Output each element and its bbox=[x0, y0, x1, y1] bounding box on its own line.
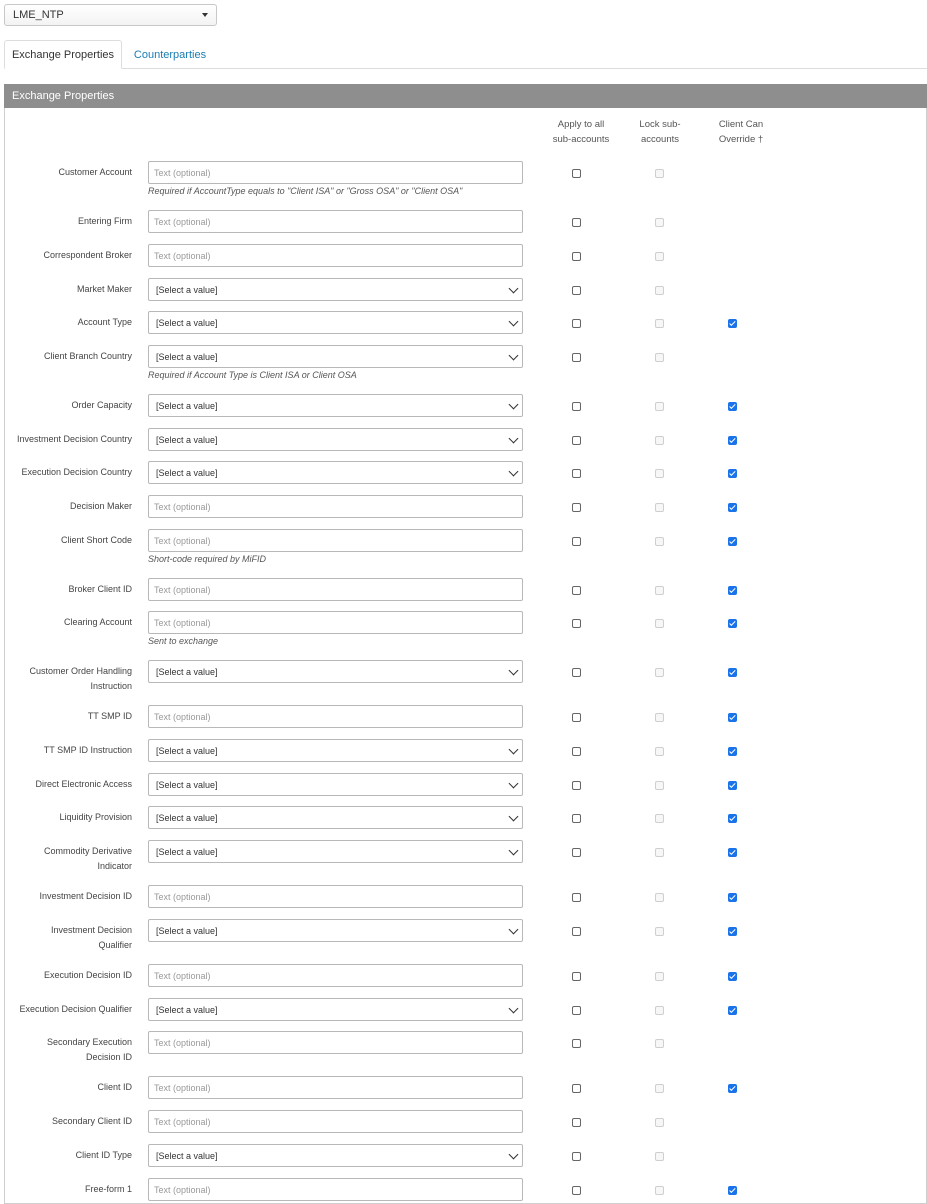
field-label-investment-decision bbox=[51, 923, 132, 953]
client-can-override-checkbox[interactable] bbox=[728, 469, 737, 478]
chevron-down-icon bbox=[509, 925, 519, 935]
chevron-down-icon bbox=[509, 1150, 519, 1160]
field-hint: Required if Account Type is Client ISA or Client OSA bbox=[148, 370, 357, 380]
apply-to-all-checkbox[interactable] bbox=[572, 668, 581, 677]
client-can-override-checkbox[interactable] bbox=[728, 436, 737, 445]
apply-to-all-checkbox[interactable] bbox=[572, 218, 581, 227]
field-label-line: Correspondent Broker bbox=[43, 250, 132, 260]
field-label-line: Secondary Client ID bbox=[51, 1116, 132, 1126]
chevron-down-icon bbox=[509, 351, 519, 361]
column-header-override-line2: Override † bbox=[718, 134, 764, 145]
client-can-override-checkbox[interactable] bbox=[728, 893, 737, 902]
field-label-liquidity-provision bbox=[59, 810, 132, 825]
apply-to-all-checkbox[interactable] bbox=[572, 713, 581, 722]
apply-to-all-checkbox[interactable] bbox=[572, 927, 581, 936]
entering-firm-input[interactable] bbox=[148, 210, 523, 233]
field-label-line: Client ID bbox=[97, 1082, 132, 1092]
apply-to-all-checkbox[interactable] bbox=[572, 893, 581, 902]
tt-smp-id-input[interactable] bbox=[148, 705, 523, 728]
lock-sub-accounts-checkbox bbox=[655, 1084, 664, 1093]
field-label-execution-decision-id bbox=[44, 968, 132, 983]
input-placeholder: Text (optional) bbox=[154, 501, 211, 512]
field-label-line: Investment Decision bbox=[50, 925, 132, 935]
apply-to-all-checkbox[interactable] bbox=[572, 586, 581, 595]
field-label-line: Client ID Type bbox=[75, 1150, 132, 1160]
column-header-lock-line1: Lock sub- bbox=[639, 119, 681, 130]
lock-sub-accounts-checkbox bbox=[655, 586, 664, 595]
client-short-code-input[interactable] bbox=[148, 529, 523, 552]
apply-to-all-checkbox[interactable] bbox=[572, 1039, 581, 1048]
select-value: [Select a value] bbox=[156, 846, 218, 857]
input-placeholder: Text (optional) bbox=[154, 584, 211, 595]
field-label-line: Liquidity Provision bbox=[59, 812, 132, 822]
field-label-client-id bbox=[97, 1080, 132, 1095]
input-placeholder: Text (optional) bbox=[154, 1116, 211, 1127]
field-label-line: TT SMP ID bbox=[87, 711, 132, 721]
chevron-down-icon bbox=[509, 317, 519, 327]
select-value: [Select a value] bbox=[156, 284, 218, 295]
select-value: [Select a value] bbox=[156, 1004, 218, 1015]
field-label-tt-smp-id-instruction bbox=[44, 743, 132, 758]
field-label-broker-client-id bbox=[68, 582, 132, 597]
client-can-override-checkbox[interactable] bbox=[728, 537, 737, 546]
select-value: [Select a value] bbox=[156, 317, 218, 328]
lock-sub-accounts-checkbox bbox=[655, 1118, 664, 1127]
commodity-derivative-select[interactable] bbox=[148, 840, 523, 863]
input-placeholder: Text (optional) bbox=[154, 1184, 211, 1195]
apply-to-all-checkbox[interactable] bbox=[572, 619, 581, 628]
column-header-lock-line2: accounts bbox=[640, 134, 680, 145]
field-label-secondary-execution bbox=[47, 1035, 132, 1065]
chevron-down-icon bbox=[509, 284, 519, 294]
apply-to-all-checkbox[interactable] bbox=[572, 1118, 581, 1127]
field-label-line: Client Short Code bbox=[60, 535, 132, 545]
select-value: [Select a value] bbox=[156, 666, 218, 677]
investment-decision-id-input[interactable] bbox=[148, 885, 523, 908]
field-label-execution-decision-country bbox=[21, 465, 132, 480]
field-label-client-short-code bbox=[61, 533, 132, 548]
field-label-line: Indicator bbox=[97, 861, 132, 871]
apply-to-all-checkbox[interactable] bbox=[572, 469, 581, 478]
field-hint: Short-code required by MiFID bbox=[148, 554, 267, 564]
apply-to-all-checkbox[interactable] bbox=[572, 747, 581, 756]
lock-sub-accounts-checkbox bbox=[655, 353, 664, 362]
clearing-account-input[interactable] bbox=[148, 611, 523, 634]
field-label-entering-firm bbox=[78, 214, 132, 229]
customer-order-handling-select[interactable] bbox=[148, 660, 523, 683]
client-can-override-checkbox[interactable] bbox=[728, 619, 737, 628]
panel-header bbox=[4, 84, 927, 108]
apply-to-all-checkbox[interactable] bbox=[572, 252, 581, 261]
field-label-order-capacity bbox=[71, 398, 132, 413]
select-value: [Select a value] bbox=[156, 779, 218, 790]
field-label-line: Customer Order Handling bbox=[29, 666, 132, 676]
apply-to-all-checkbox[interactable] bbox=[572, 848, 581, 857]
chevron-down-icon bbox=[509, 400, 519, 410]
lock-sub-accounts-checkbox bbox=[655, 972, 664, 981]
apply-to-all-checkbox[interactable] bbox=[572, 503, 581, 512]
lock-sub-accounts-checkbox bbox=[655, 436, 664, 445]
chevron-down-icon bbox=[509, 666, 519, 676]
client-id-type-select[interactable] bbox=[148, 1144, 523, 1167]
exchange-select-value: LME_NTP bbox=[13, 9, 64, 21]
input-placeholder: Text (optional) bbox=[154, 250, 211, 261]
column-header-override-line1: Client Can bbox=[718, 119, 764, 130]
chevron-down-icon bbox=[509, 1004, 519, 1014]
field-label-line: Instruction bbox=[90, 681, 132, 691]
lock-sub-accounts-checkbox bbox=[655, 218, 664, 227]
client-can-override-checkbox[interactable] bbox=[728, 781, 737, 790]
secondary-execution-input[interactable] bbox=[148, 1031, 523, 1054]
input-placeholder: Text (optional) bbox=[154, 711, 211, 722]
input-placeholder: Text (optional) bbox=[154, 535, 211, 546]
apply-to-all-checkbox[interactable] bbox=[572, 436, 581, 445]
field-label-commodity-derivative bbox=[44, 844, 132, 874]
lock-sub-accounts-checkbox bbox=[655, 537, 664, 546]
apply-to-all-checkbox[interactable] bbox=[572, 1152, 581, 1161]
field-label-client-id-type bbox=[76, 1148, 132, 1163]
field-label-market-maker bbox=[77, 282, 132, 297]
select-value: [Select a value] bbox=[156, 812, 218, 823]
investment-decision-country-select[interactable] bbox=[148, 428, 523, 451]
input-placeholder: Text (optional) bbox=[154, 617, 211, 628]
apply-to-all-checkbox[interactable] bbox=[572, 402, 581, 411]
apply-to-all-checkbox[interactable] bbox=[572, 814, 581, 823]
field-label-line: Market Maker bbox=[76, 284, 132, 294]
secondary-client-id-input[interactable] bbox=[148, 1110, 523, 1133]
field-label-line: Decision Maker bbox=[69, 501, 132, 511]
field-label-line: Free-form 1 bbox=[84, 1184, 132, 1194]
field-label-line: TT SMP ID Instruction bbox=[43, 745, 132, 755]
lock-sub-accounts-checkbox bbox=[655, 619, 664, 628]
input-placeholder: Text (optional) bbox=[154, 970, 211, 981]
client-can-override-checkbox[interactable] bbox=[728, 1084, 737, 1093]
panel-title: Exchange Properties bbox=[12, 90, 115, 102]
input-placeholder: Text (optional) bbox=[154, 216, 211, 227]
tt-smp-id-instruction-select[interactable] bbox=[148, 739, 523, 762]
execution-decision-country-select[interactable] bbox=[148, 461, 523, 484]
field-label-decision-maker bbox=[70, 499, 132, 514]
apply-to-all-checkbox[interactable] bbox=[572, 781, 581, 790]
lock-sub-accounts-checkbox bbox=[655, 747, 664, 756]
select-value: [Select a value] bbox=[156, 1150, 218, 1161]
order-capacity-select[interactable] bbox=[148, 394, 523, 417]
client-can-override-checkbox[interactable] bbox=[728, 927, 737, 936]
tab-counterparties[interactable]: Counterparties bbox=[133, 48, 207, 61]
apply-to-all-checkbox[interactable] bbox=[572, 353, 581, 362]
field-label-line: Execution Decision Qualifier bbox=[19, 1004, 132, 1014]
field-label-line: Secondary Execution bbox=[46, 1037, 132, 1047]
lock-sub-accounts-checkbox bbox=[655, 893, 664, 902]
execution-decision-qualifier-select[interactable] bbox=[148, 998, 523, 1021]
apply-to-all-checkbox[interactable] bbox=[572, 169, 581, 178]
field-label-tt-smp-id bbox=[88, 709, 132, 724]
column-header-apply-line1: Apply to all bbox=[557, 119, 605, 130]
field-label-account-type bbox=[78, 315, 132, 330]
free-form-1-input[interactable] bbox=[148, 1178, 523, 1201]
apply-to-all-checkbox[interactable] bbox=[572, 319, 581, 328]
lock-sub-accounts-checkbox bbox=[655, 713, 664, 722]
lock-sub-accounts-checkbox bbox=[655, 668, 664, 677]
lock-sub-accounts-checkbox bbox=[655, 1006, 664, 1015]
liquidity-provision-select[interactable] bbox=[148, 806, 523, 829]
client-can-override-checkbox[interactable] bbox=[728, 503, 737, 512]
broker-client-id-input[interactable] bbox=[148, 578, 523, 601]
lock-sub-accounts-checkbox bbox=[655, 814, 664, 823]
lock-sub-accounts-checkbox bbox=[655, 286, 664, 295]
select-value: [Select a value] bbox=[156, 467, 218, 478]
field-label-line: Entering Firm bbox=[77, 216, 132, 226]
field-label-direct-electronic-access bbox=[35, 777, 132, 792]
apply-to-all-checkbox[interactable] bbox=[572, 286, 581, 295]
apply-to-all-checkbox[interactable] bbox=[572, 537, 581, 546]
client-can-override-checkbox[interactable] bbox=[728, 402, 737, 411]
chevron-down-icon bbox=[509, 467, 519, 477]
lock-sub-accounts-checkbox bbox=[655, 252, 664, 261]
lock-sub-accounts-checkbox bbox=[655, 927, 664, 936]
field-label-line: Execution Decision Country bbox=[21, 467, 132, 477]
lock-sub-accounts-checkbox bbox=[655, 402, 664, 411]
input-placeholder: Text (optional) bbox=[154, 1082, 211, 1093]
field-label-investment-decision-id bbox=[39, 889, 132, 904]
direct-electronic-access-select[interactable] bbox=[148, 773, 523, 796]
lock-sub-accounts-checkbox bbox=[655, 319, 664, 328]
field-label-line: Client Branch Country bbox=[43, 351, 132, 361]
column-header-apply-line2: sub-accounts bbox=[552, 134, 610, 145]
client-can-override-checkbox[interactable] bbox=[728, 972, 737, 981]
field-label-line: Direct Electronic Access bbox=[35, 779, 132, 789]
input-placeholder: Text (optional) bbox=[154, 891, 211, 902]
client-can-override-checkbox[interactable] bbox=[728, 1006, 737, 1015]
field-label-investment-decision-country bbox=[17, 432, 132, 447]
lock-sub-accounts-checkbox bbox=[655, 1039, 664, 1048]
lock-sub-accounts-checkbox bbox=[655, 848, 664, 857]
client-can-override-checkbox[interactable] bbox=[728, 668, 737, 677]
field-label-line: Broker Client ID bbox=[68, 584, 132, 594]
field-label-line: Decision ID bbox=[85, 1052, 132, 1062]
field-label-line: Commodity Derivative bbox=[43, 846, 132, 856]
exchange-select[interactable] bbox=[4, 4, 217, 26]
caret-down-icon bbox=[202, 13, 208, 17]
investment-decision-select[interactable] bbox=[148, 919, 523, 942]
client-branch-country-select[interactable] bbox=[148, 345, 523, 368]
chevron-down-icon bbox=[509, 812, 519, 822]
select-value: [Select a value] bbox=[156, 434, 218, 445]
field-hint: Sent to exchange bbox=[148, 636, 219, 646]
field-label-line: Investment Decision Country bbox=[16, 434, 132, 444]
client-can-override-checkbox[interactable] bbox=[728, 713, 737, 722]
chevron-down-icon bbox=[509, 846, 519, 856]
lock-sub-accounts-checkbox bbox=[655, 503, 664, 512]
field-label-free-form-1 bbox=[85, 1182, 132, 1197]
field-label-line: Investment Decision ID bbox=[39, 891, 132, 901]
apply-to-all-checkbox[interactable] bbox=[572, 972, 581, 981]
lock-sub-accounts-checkbox bbox=[655, 1152, 664, 1161]
field-label-line: Clearing Account bbox=[63, 617, 132, 627]
field-label-secondary-client-id bbox=[52, 1114, 132, 1129]
field-hint: Required if AccountType equals to "Client ISA" or "Gross OSA" or "Client OSA" bbox=[148, 186, 463, 196]
lock-sub-accounts-checkbox bbox=[655, 781, 664, 790]
select-value: [Select a value] bbox=[156, 745, 218, 756]
decision-maker-input[interactable] bbox=[148, 495, 523, 518]
field-label-line: Execution Decision ID bbox=[43, 970, 132, 980]
execution-decision-id-input[interactable] bbox=[148, 964, 523, 987]
account-type-select[interactable] bbox=[148, 311, 523, 334]
tab-exchange-properties[interactable]: Exchange Properties bbox=[4, 40, 122, 69]
field-label-clearing-account bbox=[64, 615, 132, 630]
client-can-override-checkbox[interactable] bbox=[728, 848, 737, 857]
select-value: [Select a value] bbox=[156, 925, 218, 936]
field-label-customer-account bbox=[58, 165, 132, 180]
client-id-input[interactable] bbox=[148, 1076, 523, 1099]
column-header-lock bbox=[630, 117, 690, 147]
apply-to-all-checkbox[interactable] bbox=[572, 1006, 581, 1015]
client-can-override-checkbox[interactable] bbox=[728, 586, 737, 595]
correspondent-broker-input[interactable] bbox=[148, 244, 523, 267]
select-value: [Select a value] bbox=[156, 400, 218, 411]
field-label-line: Account Type bbox=[77, 317, 132, 327]
field-label-execution-decision-qualifier bbox=[19, 1002, 132, 1017]
column-header-apply bbox=[546, 117, 616, 147]
market-maker-select[interactable] bbox=[148, 278, 523, 301]
field-label-correspondent-broker bbox=[43, 248, 132, 263]
client-can-override-checkbox[interactable] bbox=[728, 319, 737, 328]
lock-sub-accounts-checkbox bbox=[655, 169, 664, 178]
customer-account-input[interactable] bbox=[148, 161, 523, 184]
column-header-override bbox=[708, 117, 774, 147]
client-can-override-checkbox[interactable] bbox=[728, 814, 737, 823]
input-placeholder: Text (optional) bbox=[154, 1037, 211, 1048]
field-label-client-branch-country bbox=[44, 349, 132, 364]
client-can-override-checkbox[interactable] bbox=[728, 747, 737, 756]
input-placeholder: Text (optional) bbox=[154, 167, 211, 178]
chevron-down-icon bbox=[509, 745, 519, 755]
field-label-customer-order-handling bbox=[29, 664, 132, 694]
lock-sub-accounts-checkbox bbox=[655, 469, 664, 478]
apply-to-all-checkbox[interactable] bbox=[572, 1084, 581, 1093]
chevron-down-icon bbox=[509, 434, 519, 444]
field-label-line: Customer Account bbox=[58, 167, 132, 177]
field-label-line: Order Capacity bbox=[71, 400, 132, 410]
chevron-down-icon bbox=[509, 779, 519, 789]
select-value: [Select a value] bbox=[156, 351, 218, 362]
field-label-line: Qualifier bbox=[98, 940, 132, 950]
